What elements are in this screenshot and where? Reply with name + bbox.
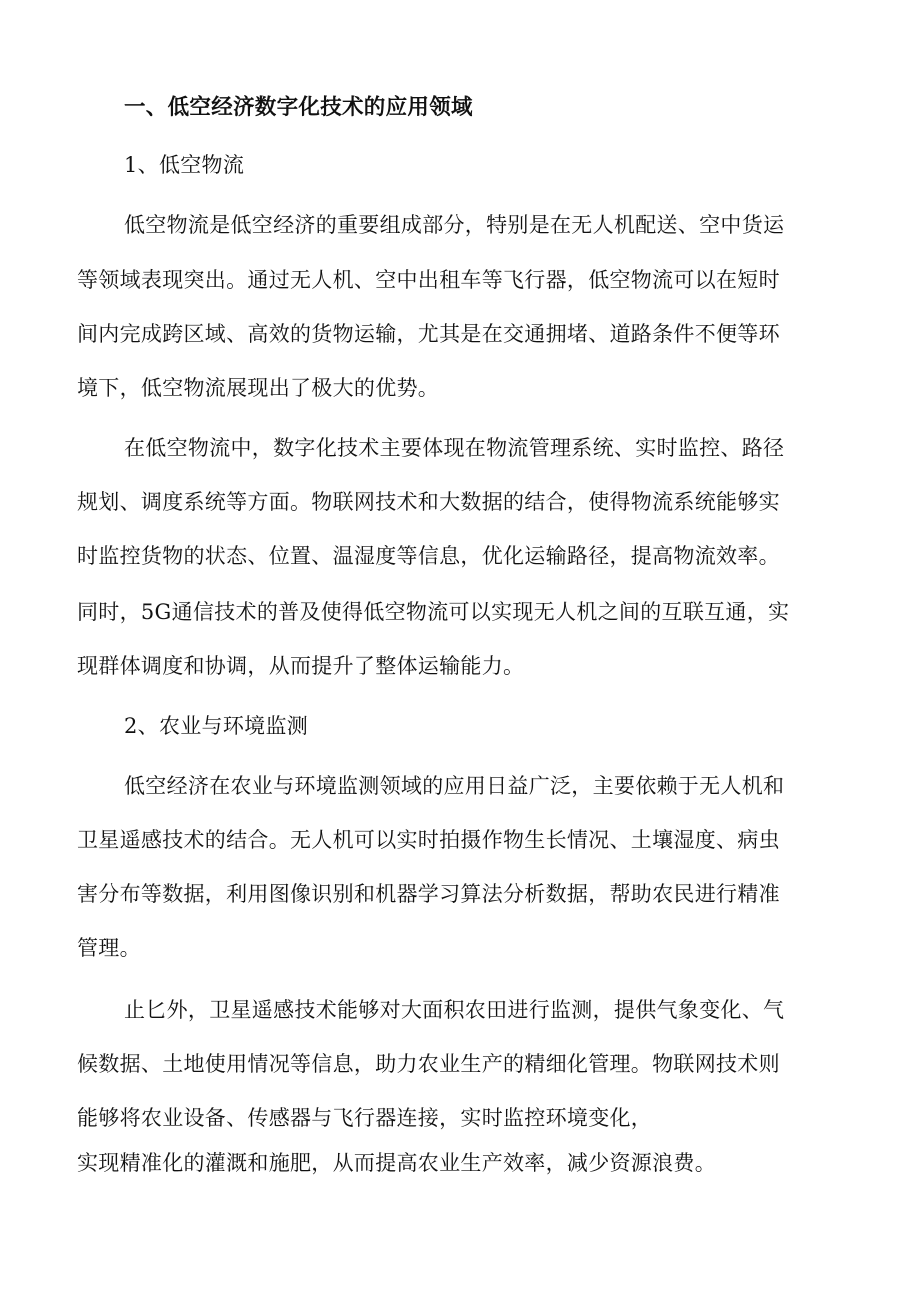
section-heading: 一、低空经济数字化技术的应用领域 (124, 95, 473, 120)
paragraph-line: 实现精准化的灌溉和施肥，从而提高农业生产效率，减少资源浪费。 (77, 1151, 716, 1175)
paragraph-line: 时监控货物的状态、位置、温湿度等信息，优化运输路径，提高物流效率。 (77, 544, 780, 568)
paragraph-line: 候数据、土地使用情况等信息，助力农业生产的精细化管理。物联网技术则 (77, 1052, 780, 1076)
paragraph-line: 止匕外，卫星遥感技术能够对大面积农田进行监测，提供气象变化、气 (124, 998, 785, 1022)
paragraph-line: 等领域表现突出。通过无人机、空中出租车等飞行器，低空物流可以在短时 (77, 268, 780, 292)
paragraph-line: 卫星遥感技术的结合。无人机可以实时拍摄作物生长情况、土壤湿度、病虫 (77, 828, 780, 852)
paragraph-line: 现群体调度和协调，从而提升了整体运输能力。 (77, 654, 525, 678)
paragraph-line: 能够将农业设备、传感器与飞行器连接，实时监控环境变化， (77, 1106, 653, 1130)
paragraph-line: 管理。 (77, 936, 141, 960)
paragraph-line: 低空物流是低空经济的重要组成部分，特别是在无人机配送、空中货运 (124, 213, 785, 237)
paragraph-line: 规划、调度系统等方面。物联网技术和大数据的结合，使得物流系统能够实 (77, 490, 780, 514)
subsection-title-logistics: 1、低空物流 (124, 153, 245, 177)
paragraph-line: 低空经济在农业与环境监测领域的应用日益广泛，主要依赖于无人机和 (124, 774, 785, 798)
paragraph-line: 同时，5G通信技术的普及使得低空物流可以实现无人机之间的互联互通，实 (77, 600, 790, 624)
paragraph-line: 害分布等数据，利用图像识别和机器学习算法分析数据，帮助农民进行精准 (77, 882, 780, 906)
paragraph-line: 境下，低空物流展现出了极大的优势。 (77, 376, 440, 400)
paragraph-line: 间内完成跨区域、高效的货物运输，尤其是在交通拥堵、道路条件不便等环 (77, 322, 780, 346)
subsection-title-agriculture: 2、农业与环境监测 (124, 714, 309, 738)
paragraph-line: 在低空物流中，数字化技术主要体现在物流管理系统、实时监控、路径 (124, 436, 785, 460)
